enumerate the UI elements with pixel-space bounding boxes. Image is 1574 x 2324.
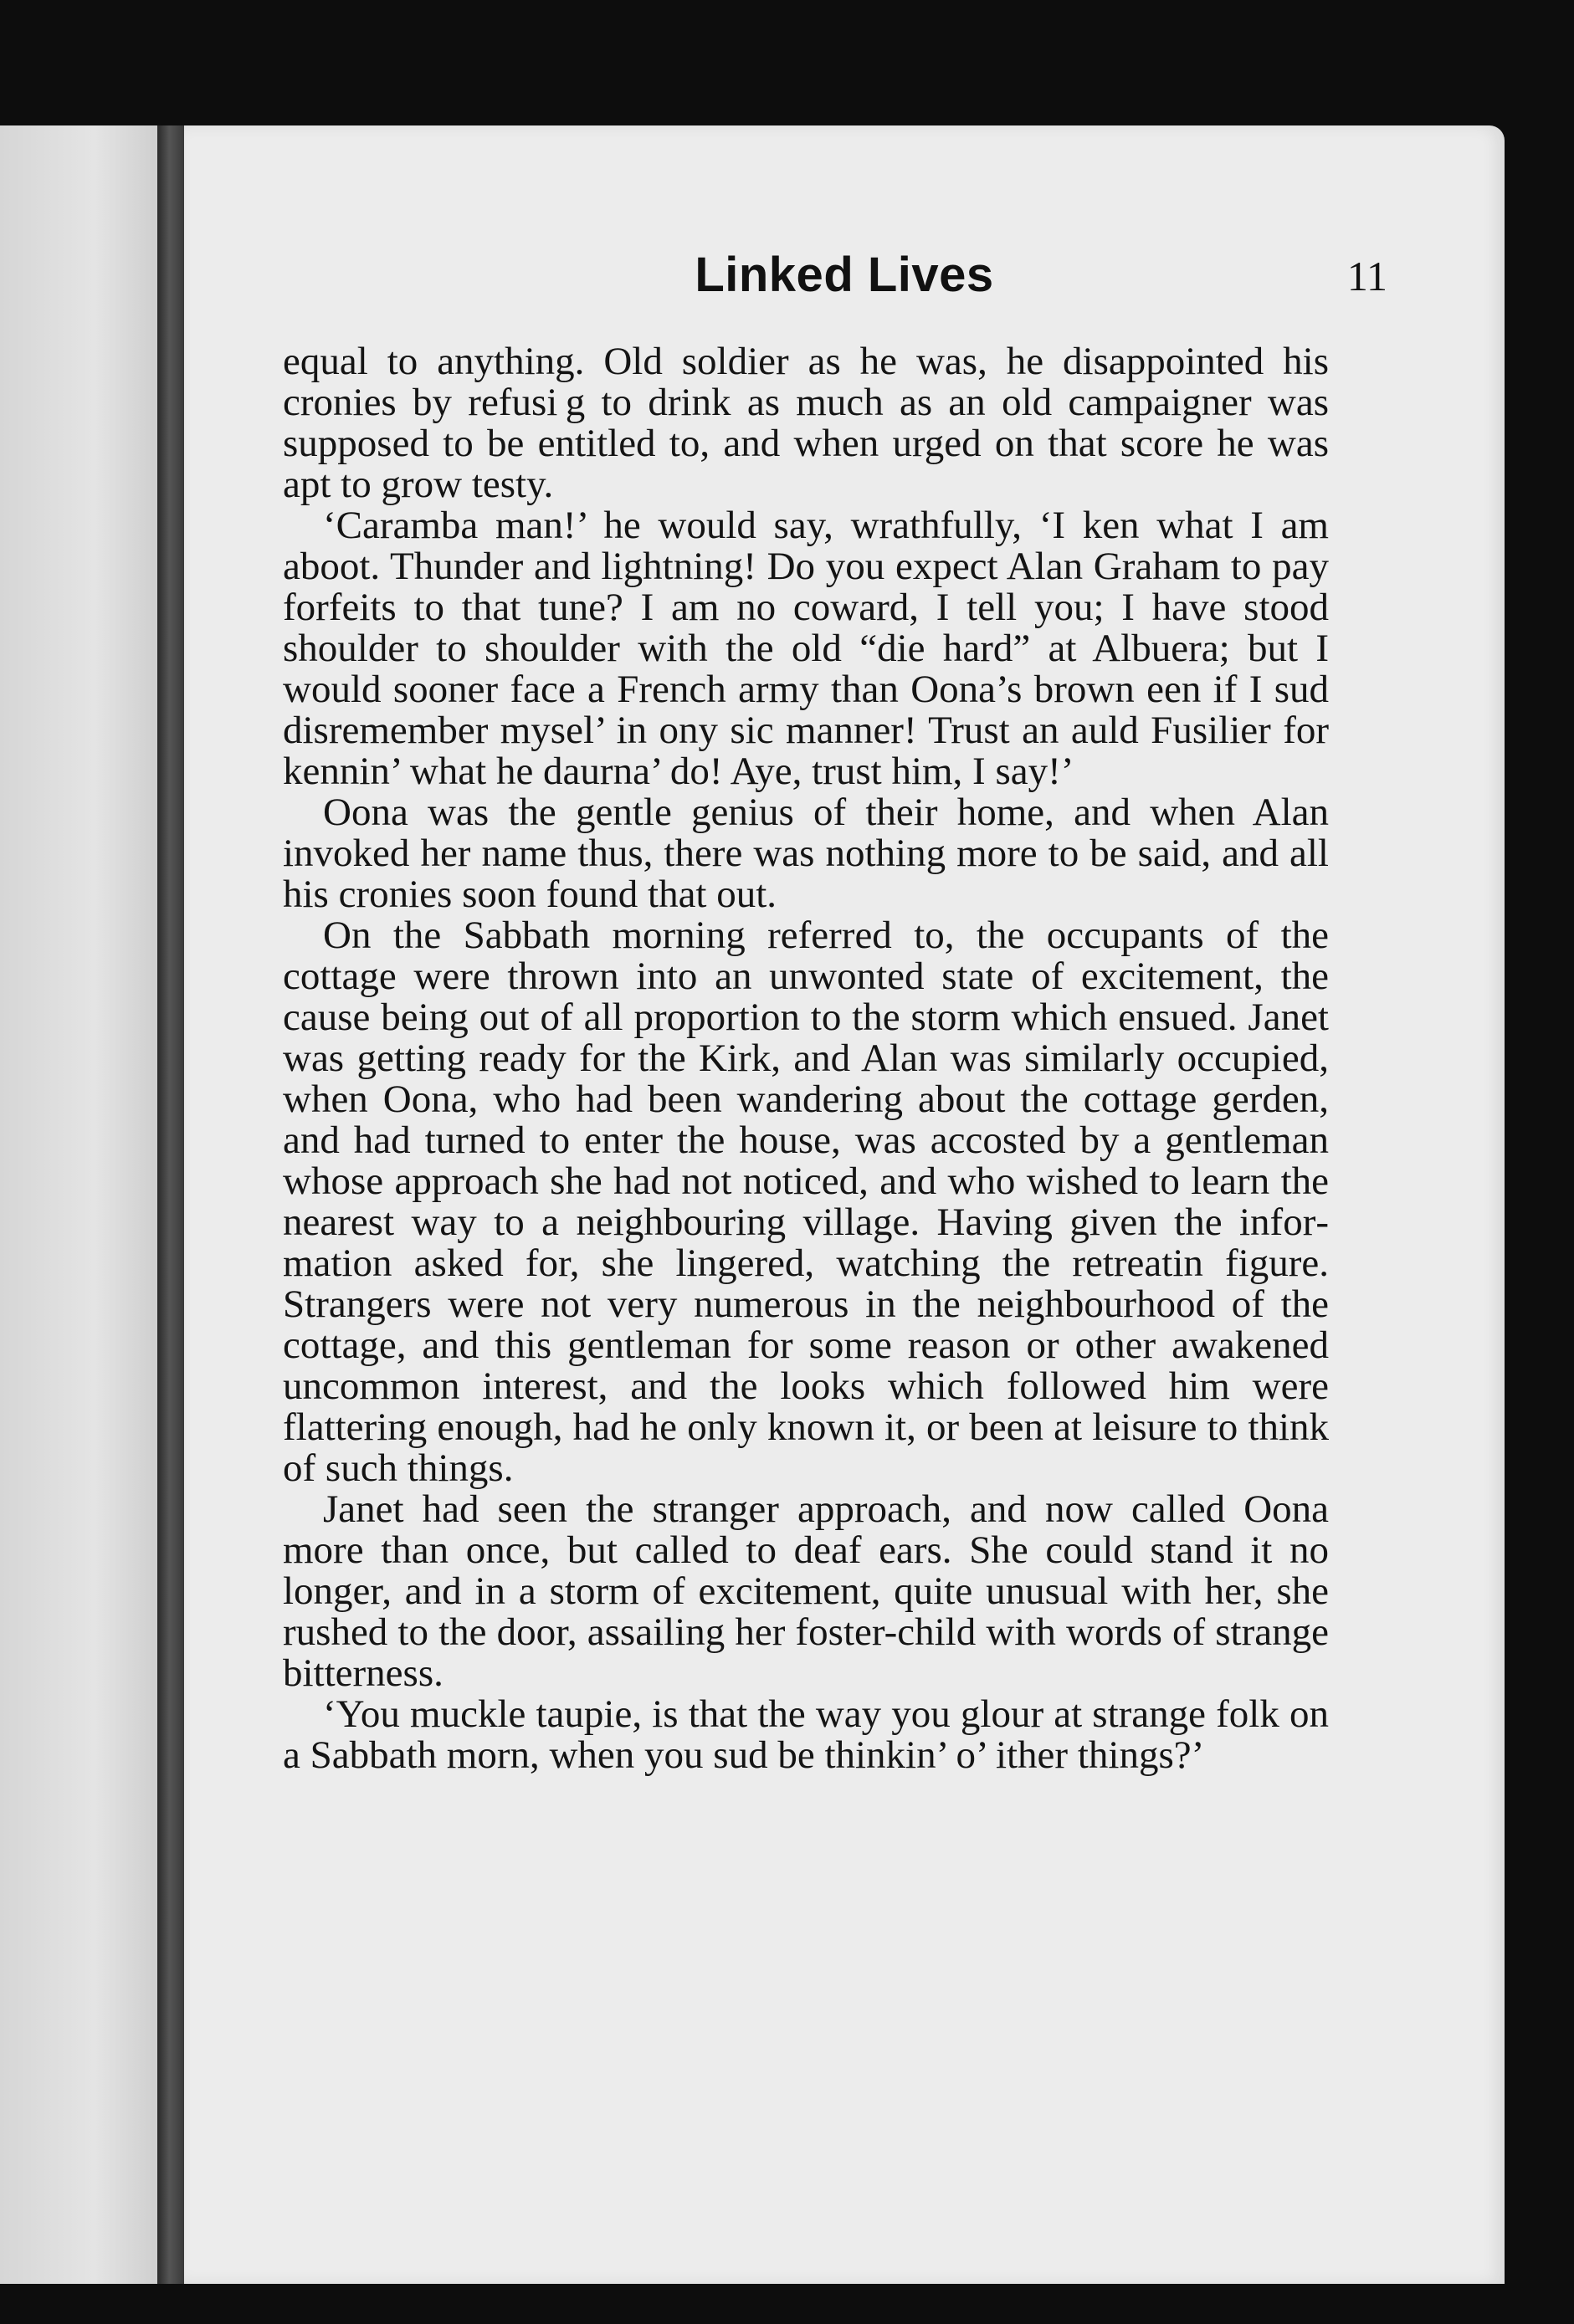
page-header (184, 247, 1505, 322)
paragraph-3: Oona was the gentle genius of their home, and when Alan invoked her name thus, there was nothing more to be said, and all his cronies soon found that out. (283, 791, 1329, 916)
paragraph-2: ‘Caramba man!’ he would say, wrathfully, ‘I ken what I am aboot. Thunder and lightning! Do you expect Alan Graham to pay forfeits to that tune? I am no coward, I tell you; I have stood shoulder to shoulder with the old “die hard” at Albuera; but I would sooner face a French army than Oona’s brown een if I sud disremember mysel’ in ony sic manner! Trust an auld Fusilier for kennin’ what he daurna’ do! Aye, trust him, I say!’ (283, 504, 1329, 793)
paragraph-4: On the Sabbath morning referred to, the occupants of the cottage were thrown into an unwonted state of excitement, the cause being out of all proportion to the storm which ensued. Janet was getting ready for the Kirk, and Alan was similarly occupied, when Oona, who had been wandering about the cottage gerden, and had turned to enter the house, was accosted by a gentleman whose approach she had not noticed, and who wished to learn the nearest way to a neighbouring village. Having given the information asked for, she lingered, watching the retreatin figure. Strangers were not very numerous in the neighbourhood of the cottage, and this gentleman for some reason or other awakened uncommon interest, and the looks which followed him were flattering enough, had he only known it, or been at leisure to think of such things. (283, 914, 1329, 1490)
book-page (184, 125, 1505, 2284)
facing-page-edge (0, 125, 157, 2284)
page-number: 11 (1346, 253, 1387, 299)
paragraph-6: ‘You muckle taupie, is that the way you glour at strange folk on a Sabbath morn, when you sud be thinkin’ o’ ither things?’ (283, 1692, 1329, 1777)
paragraph-5: Janet had seen the stranger approach, and now called Oona more than once, but called to deaf ears. She could stand it no longer, and in a storm of excitement, quite unusual with her, she rushed to the door, assailing her foster-child with words of strange bitterness. (283, 1487, 1329, 1695)
body-text (283, 341, 1329, 1776)
book-gutter (157, 125, 184, 2284)
paragraph-1: equal to anything. Old soldier as he was, he disappointed his cronies by refusi g to drink as much as an old campaigner was supposed to be entitled to, and when urged on that score he was apt to grow testy. (283, 340, 1329, 506)
running-title: Linked Lives (695, 248, 994, 302)
